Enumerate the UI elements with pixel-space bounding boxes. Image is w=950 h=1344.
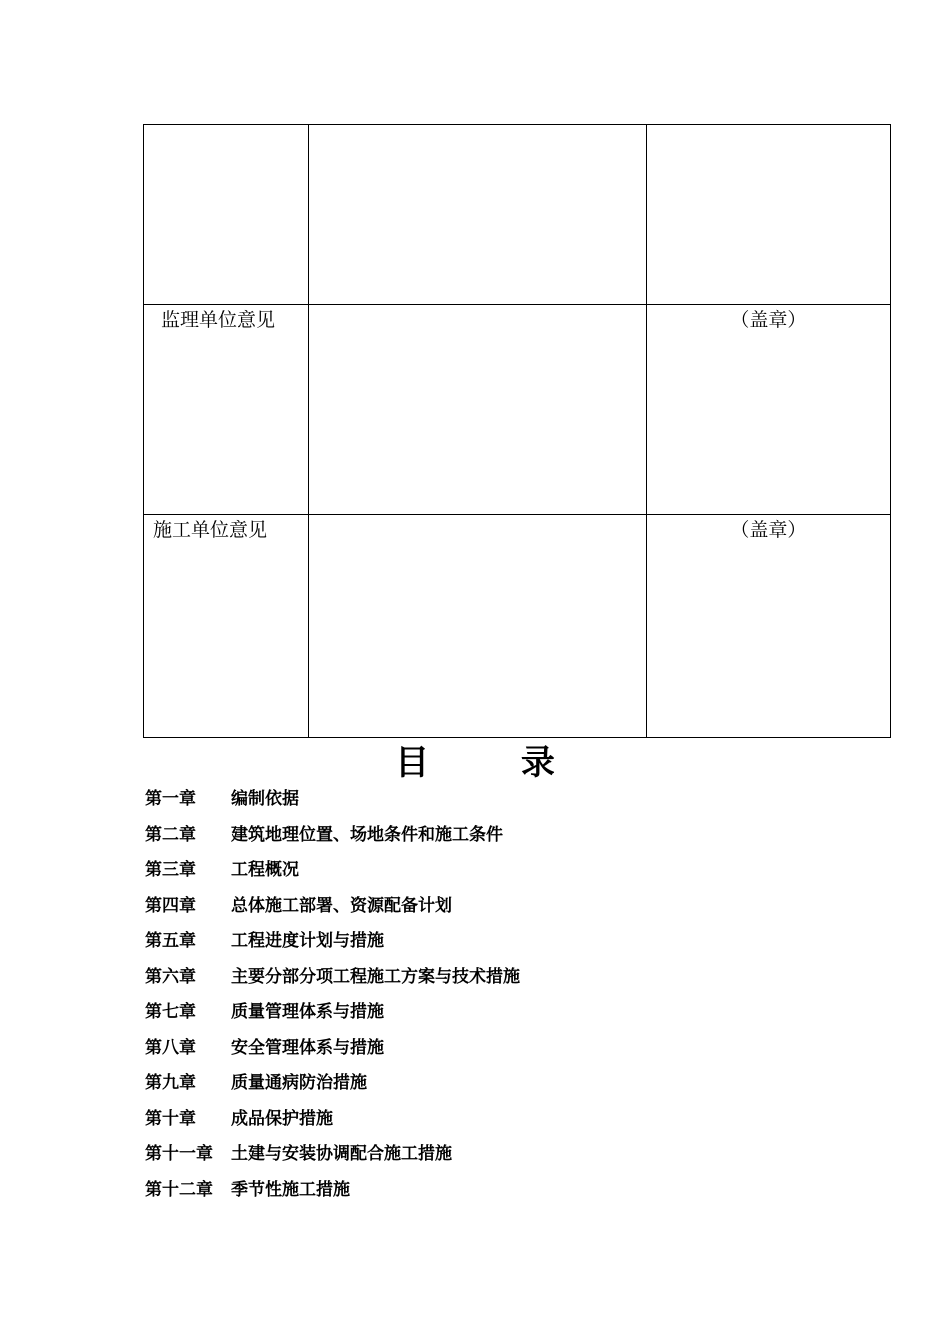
toc-chapter-number: 第七章	[145, 1002, 196, 1022]
toc-list	[145, 782, 520, 1208]
approval-form-table	[143, 124, 891, 738]
toc-chapter-number: 第十一章	[145, 1144, 213, 1164]
toc-chapter-title: 建筑地理位置、场地条件和施工条件	[231, 824, 503, 845]
toc-chapter-number: 第一章	[145, 789, 196, 809]
toc-chapter-title: 工程进度计划与措施	[231, 931, 384, 951]
toc-chapter-title: 编制依据	[231, 789, 299, 809]
toc-item	[145, 1102, 520, 1138]
form-cell-seal	[646, 514, 890, 737]
toc-chapter-title: 主要分部分项工程施工方案与技术措施	[231, 966, 520, 987]
toc-chapter-title: 季节性施工措施	[231, 1179, 350, 1200]
form-cell-label	[144, 514, 309, 737]
construction-opinion-label: 施工单位意见	[153, 518, 268, 541]
supervision-opinion-label: 监理单位意见	[161, 308, 276, 331]
form-cell-opinion	[309, 304, 646, 514]
toc-chapter-title: 成品保护措施	[231, 1108, 333, 1129]
toc-chapter-number: 第八章	[145, 1037, 196, 1058]
toc-chapter-number: 第六章	[145, 966, 196, 987]
toc-item	[145, 995, 520, 1031]
toc-chapter-number: 第四章	[145, 895, 196, 916]
form-cell-label	[144, 304, 309, 514]
toc-item	[145, 924, 520, 960]
supervision-seal-label: （盖章）	[730, 308, 807, 331]
toc-chapter-title: 质量通病防治措施	[231, 1073, 367, 1093]
toc-title: 目 录	[395, 743, 595, 783]
toc-chapter-title: 安全管理体系与措施	[231, 1037, 384, 1058]
form-cell-seal	[646, 304, 890, 514]
toc-item	[145, 818, 520, 854]
form-row-blank	[144, 125, 891, 305]
toc-item	[145, 1031, 520, 1067]
toc-item	[145, 960, 520, 996]
toc-item	[145, 853, 520, 889]
toc-chapter-number: 第九章	[145, 1073, 196, 1093]
form-cell-label	[144, 125, 309, 305]
form-cell-opinion	[309, 514, 646, 737]
construction-seal-label: （盖章）	[730, 518, 807, 541]
form-cell-seal	[646, 125, 890, 305]
toc-item	[145, 889, 520, 925]
toc-item	[145, 1173, 520, 1209]
toc-item	[145, 1066, 520, 1102]
toc-chapter-number: 第二章	[145, 824, 196, 845]
form-cell-opinion	[309, 125, 646, 305]
toc-chapter-number: 第十二章	[145, 1179, 213, 1200]
toc-chapter-number: 第五章	[145, 931, 196, 951]
toc-chapter-title: 工程概况	[231, 860, 299, 880]
toc-chapter-title: 总体施工部署、资源配备计划	[231, 895, 452, 916]
toc-chapter-title: 质量管理体系与措施	[231, 1002, 384, 1022]
toc-item	[145, 782, 520, 818]
form-row-supervision	[144, 304, 891, 514]
toc-item	[145, 1137, 520, 1173]
toc-chapter-number: 第十章	[145, 1108, 196, 1129]
toc-chapter-number: 第三章	[145, 860, 196, 880]
toc-chapter-title: 土建与安装协调配合施工措施	[231, 1144, 452, 1164]
form-row-construction	[144, 514, 891, 737]
